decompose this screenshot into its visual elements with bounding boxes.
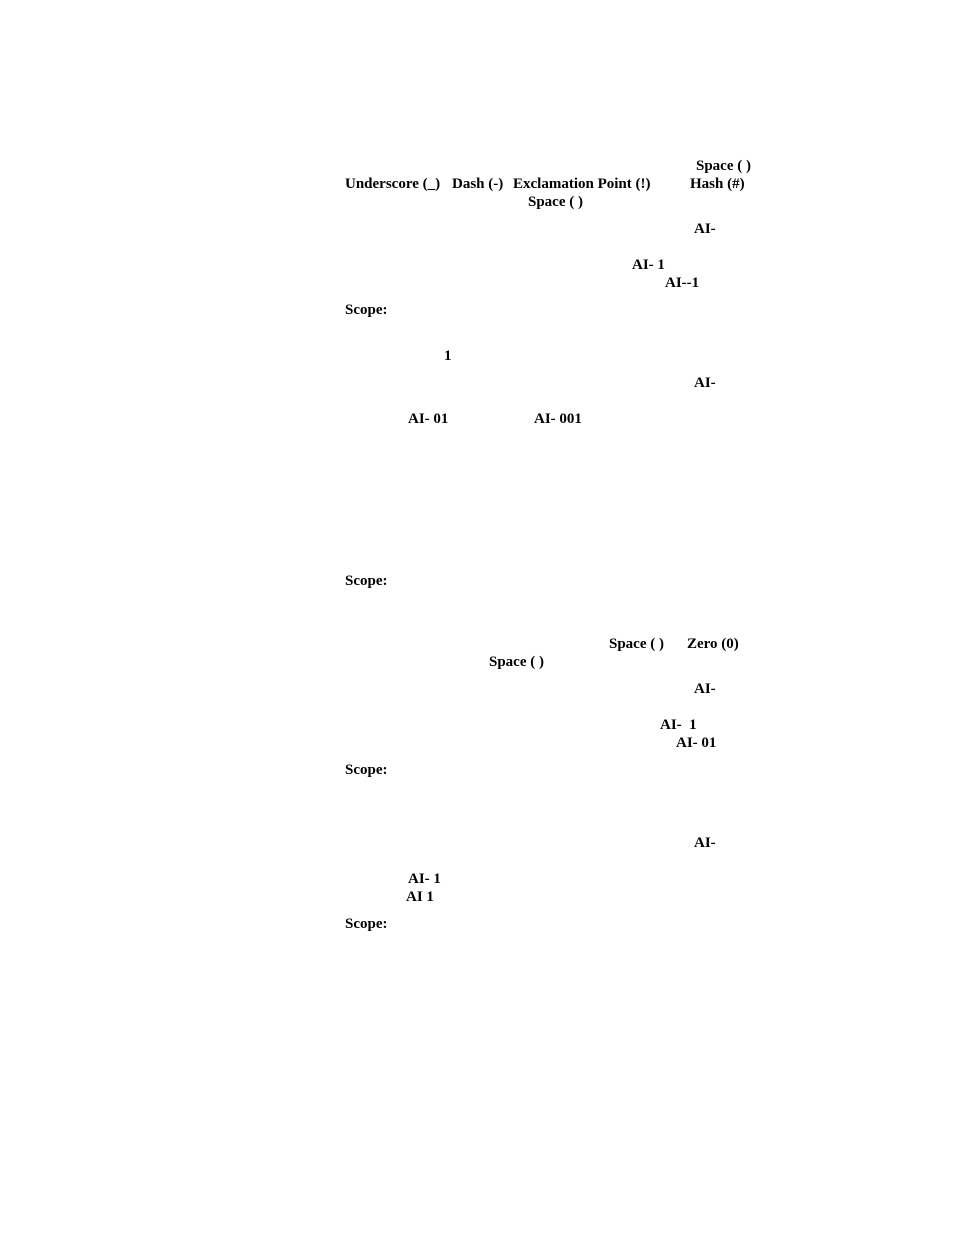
prefix-ai: AI- [694,375,716,391]
example-ai-01: AI- 01 [676,735,717,751]
scope-label: Scope: [345,916,388,932]
example-ai-space-1: AI- 1 [632,257,665,273]
scope-label: Scope: [345,302,388,318]
label-exclamation-point: Exclamation Point (!) [513,176,651,192]
label-space-top: Space ( ) [696,158,751,174]
scope-label: Scope: [345,573,388,589]
digit-one: 1 [444,348,452,364]
label-space-second: Space ( ) [489,654,544,670]
prefix-ai: AI- [694,835,716,851]
example-ai-space-1: AI- 1 [408,871,441,887]
example-ai-1: AI 1 [406,889,434,905]
scope-label: Scope: [345,762,388,778]
label-underscore: Underscore (_) [345,176,441,192]
example-ai-001: AI- 001 [534,411,582,427]
prefix-ai: AI- [694,221,716,237]
label-hash: Hash (#) [690,176,745,192]
prefix-ai: AI- [694,681,716,697]
label-space-bottom: Space ( ) [528,194,583,210]
label-zero: Zero (0) [687,636,739,652]
example-ai-double-dash-1: AI--1 [665,275,700,291]
label-space: Space ( ) [609,636,664,652]
label-dash: Dash (-) [452,176,504,192]
example-ai-double-space-1: AI- 1 [660,717,697,733]
example-ai-01: AI- 01 [408,411,449,427]
